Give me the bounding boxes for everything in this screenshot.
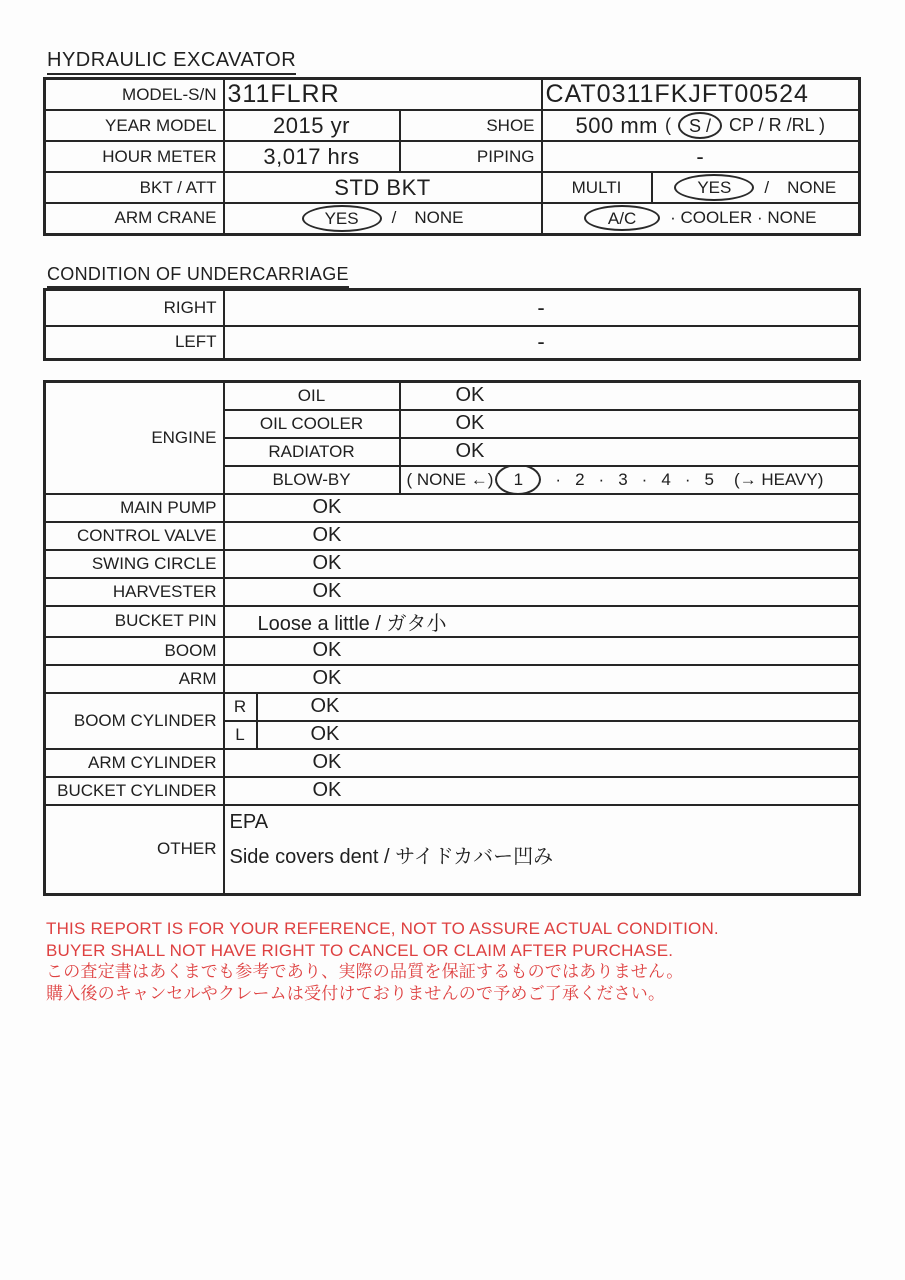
undercarriage-row-right — [45, 290, 860, 326]
blowby-scale-dot: · — [598, 469, 605, 489]
multi-circled-selection: YES — [674, 174, 754, 201]
multi-value — [653, 178, 859, 198]
blowby-scale-2: 2 — [575, 469, 585, 489]
model-sn-label: MODEL-S/N — [45, 79, 224, 111]
arm-crane-circled-selection: YES — [302, 205, 382, 232]
other-note-line2: Side covers dent / サイドカバー凹み — [229, 845, 554, 868]
blowby-suffix: (→ HEAVY) — [733, 469, 824, 489]
spec-row-model — [45, 79, 860, 111]
disclaimer-text — [46, 918, 719, 1004]
cooling-options-text: · COOLER · NONE — [670, 208, 817, 228]
bkt-att-value: STD BKT — [224, 172, 542, 203]
harvester-label: HARVESTER — [45, 578, 224, 606]
engine-oil-label: OIL — [224, 382, 400, 410]
blowby-scale-5: 5 — [704, 469, 714, 489]
bucket-pin-row — [45, 606, 860, 637]
multi-value-cell — [652, 172, 860, 203]
shoe-value-cell — [542, 110, 860, 141]
boom-cylinder-left-label: L — [224, 721, 257, 749]
boom-cylinder-right-row — [45, 693, 860, 721]
arm-crane-separator: / — [391, 208, 397, 228]
spec-row-bkt-multi — [45, 172, 860, 203]
swing-circle-value: OK — [224, 550, 860, 578]
arm-cylinder-row — [45, 749, 860, 777]
main-pump-value: OK — [224, 494, 860, 522]
cooling-value-cell — [542, 203, 860, 234]
arm-row — [45, 665, 860, 693]
piping-label: PIPING — [400, 141, 542, 172]
arm-cylinder-label: ARM CYLINDER — [45, 749, 224, 777]
spec-row-year-shoe — [45, 110, 860, 141]
boom-row — [45, 637, 860, 665]
undercarriage-section-title: CONDITION OF UNDERCARRIAGE — [47, 264, 349, 288]
multi-separator: / — [764, 177, 770, 197]
control-valve-label: CONTROL VALVE — [45, 522, 224, 550]
inspection-table — [43, 380, 861, 896]
shoe-open-paren: ( — [665, 115, 671, 135]
boom-cylinder-right-value: OK — [257, 693, 860, 721]
bucket-cylinder-value: OK — [224, 777, 860, 805]
blowby-scale-3: 3 — [618, 469, 628, 489]
piping-value: - — [542, 141, 860, 172]
control-valve-row — [45, 522, 860, 550]
blowby-scale — [401, 468, 859, 491]
shoe-size-value: 500 mm — [575, 112, 658, 138]
multi-alt-option: NONE — [787, 177, 837, 197]
arm-crane-value-cell — [224, 203, 542, 234]
disclaimer-ja-line2: 購入後のキャンセルやクレームは受付けておりませんので予めご了承ください。 — [46, 983, 666, 1003]
blowby-scale-dot: · — [641, 469, 648, 489]
page-title: HYDRAULIC EXCAVATOR — [47, 49, 296, 75]
undercarriage-right-value: - — [224, 290, 860, 326]
disclaimer-en-line1: THIS REPORT IS FOR YOUR REFERENCE, NOT TO ASSURE ACTUAL CONDITION. — [46, 919, 719, 938]
blowby-label: BLOW-BY — [224, 466, 400, 494]
other-note-line1: EPA — [229, 810, 269, 833]
arm-crane-value — [225, 208, 541, 228]
model-value: 311FLRR — [224, 79, 542, 111]
shoe-label: SHOE — [400, 110, 542, 141]
bucket-cylinder-row — [45, 777, 860, 805]
bkt-att-label: BKT / ATT — [45, 172, 224, 203]
main-pump-label: MAIN PUMP — [45, 494, 224, 522]
year-model-value: 2015 yr — [224, 110, 400, 141]
other-label: OTHER — [45, 805, 224, 895]
arm-cylinder-value: OK — [224, 749, 860, 777]
spec-row-armcrane-ac — [45, 203, 860, 234]
harvester-row — [45, 578, 860, 606]
other-row — [45, 805, 860, 895]
engine-radiator-label: RADIATOR — [224, 438, 400, 466]
boom-value: OK — [224, 637, 860, 665]
shoe-options-text: CP / R /RL ) — [729, 115, 826, 135]
engine-oil-value: OK — [400, 382, 860, 410]
undercarriage-row-left — [45, 326, 860, 360]
blowby-scale-dot: · — [555, 469, 562, 489]
undercarriage-left-label: LEFT — [45, 326, 224, 360]
engine-label: ENGINE — [45, 382, 224, 494]
other-value-cell — [224, 805, 860, 895]
bucket-cylinder-label: BUCKET CYLINDER — [45, 777, 224, 805]
bucket-pin-value: Loose a little / ガタ小 — [224, 606, 860, 637]
shoe-circled-selection: S / — [678, 112, 722, 139]
boom-cylinder-left-value: OK — [257, 721, 860, 749]
arm-value: OK — [224, 665, 860, 693]
engine-oil-cooler-value: OK — [400, 410, 860, 438]
hour-meter-label: HOUR METER — [45, 141, 224, 172]
undercarriage-right-label: RIGHT — [45, 290, 224, 326]
blowby-scale-dot: · — [684, 469, 691, 489]
swing-circle-row — [45, 550, 860, 578]
disclaimer-ja-line1: この査定書はあくまでも参考であり、実際の品質を保証するものではありません。 — [46, 962, 684, 981]
cooling-value — [543, 208, 859, 228]
boom-label: BOOM — [45, 637, 224, 665]
control-valve-value: OK — [224, 522, 860, 550]
hour-meter-value: 3,017 hrs — [224, 141, 400, 172]
engine-oil-row — [45, 382, 860, 410]
swing-circle-label: SWING CIRCLE — [45, 550, 224, 578]
blowby-scale-4: 4 — [661, 469, 671, 489]
undercarriage-table — [43, 288, 861, 361]
shoe-value — [543, 113, 859, 139]
multi-label: MULTI — [542, 172, 652, 203]
spec-table — [43, 77, 861, 236]
blowby-value-cell — [400, 466, 860, 494]
boom-cylinder-right-label: R — [224, 693, 257, 721]
disclaimer-en-line2: BUYER SHALL NOT HAVE RIGHT TO CANCEL OR CLAIM AFTER PURCHASE. — [46, 940, 674, 960]
undercarriage-left-value: - — [224, 326, 860, 360]
year-model-label: YEAR MODEL — [45, 110, 224, 141]
blowby-circled-selection: 1 — [495, 466, 541, 494]
cooling-circled-selection: A/C — [584, 205, 660, 231]
arm-crane-alt-option: NONE — [414, 208, 464, 228]
harvester-value: OK — [224, 578, 860, 606]
bucket-pin-label: BUCKET PIN — [45, 606, 224, 637]
serial-number-value: CAT0311FKJFT00524 — [542, 79, 860, 111]
boom-cylinder-label: BOOM CYLINDER — [45, 693, 224, 749]
spec-row-hour-piping — [45, 141, 860, 172]
arm-label: ARM — [45, 665, 224, 693]
arm-crane-label: ARM CRANE — [45, 203, 224, 234]
engine-oil-cooler-label: OIL COOLER — [224, 410, 400, 438]
engine-radiator-value: OK — [400, 438, 860, 466]
main-pump-row — [45, 494, 860, 522]
blowby-prefix: ( NONE ←) — [406, 469, 494, 489]
